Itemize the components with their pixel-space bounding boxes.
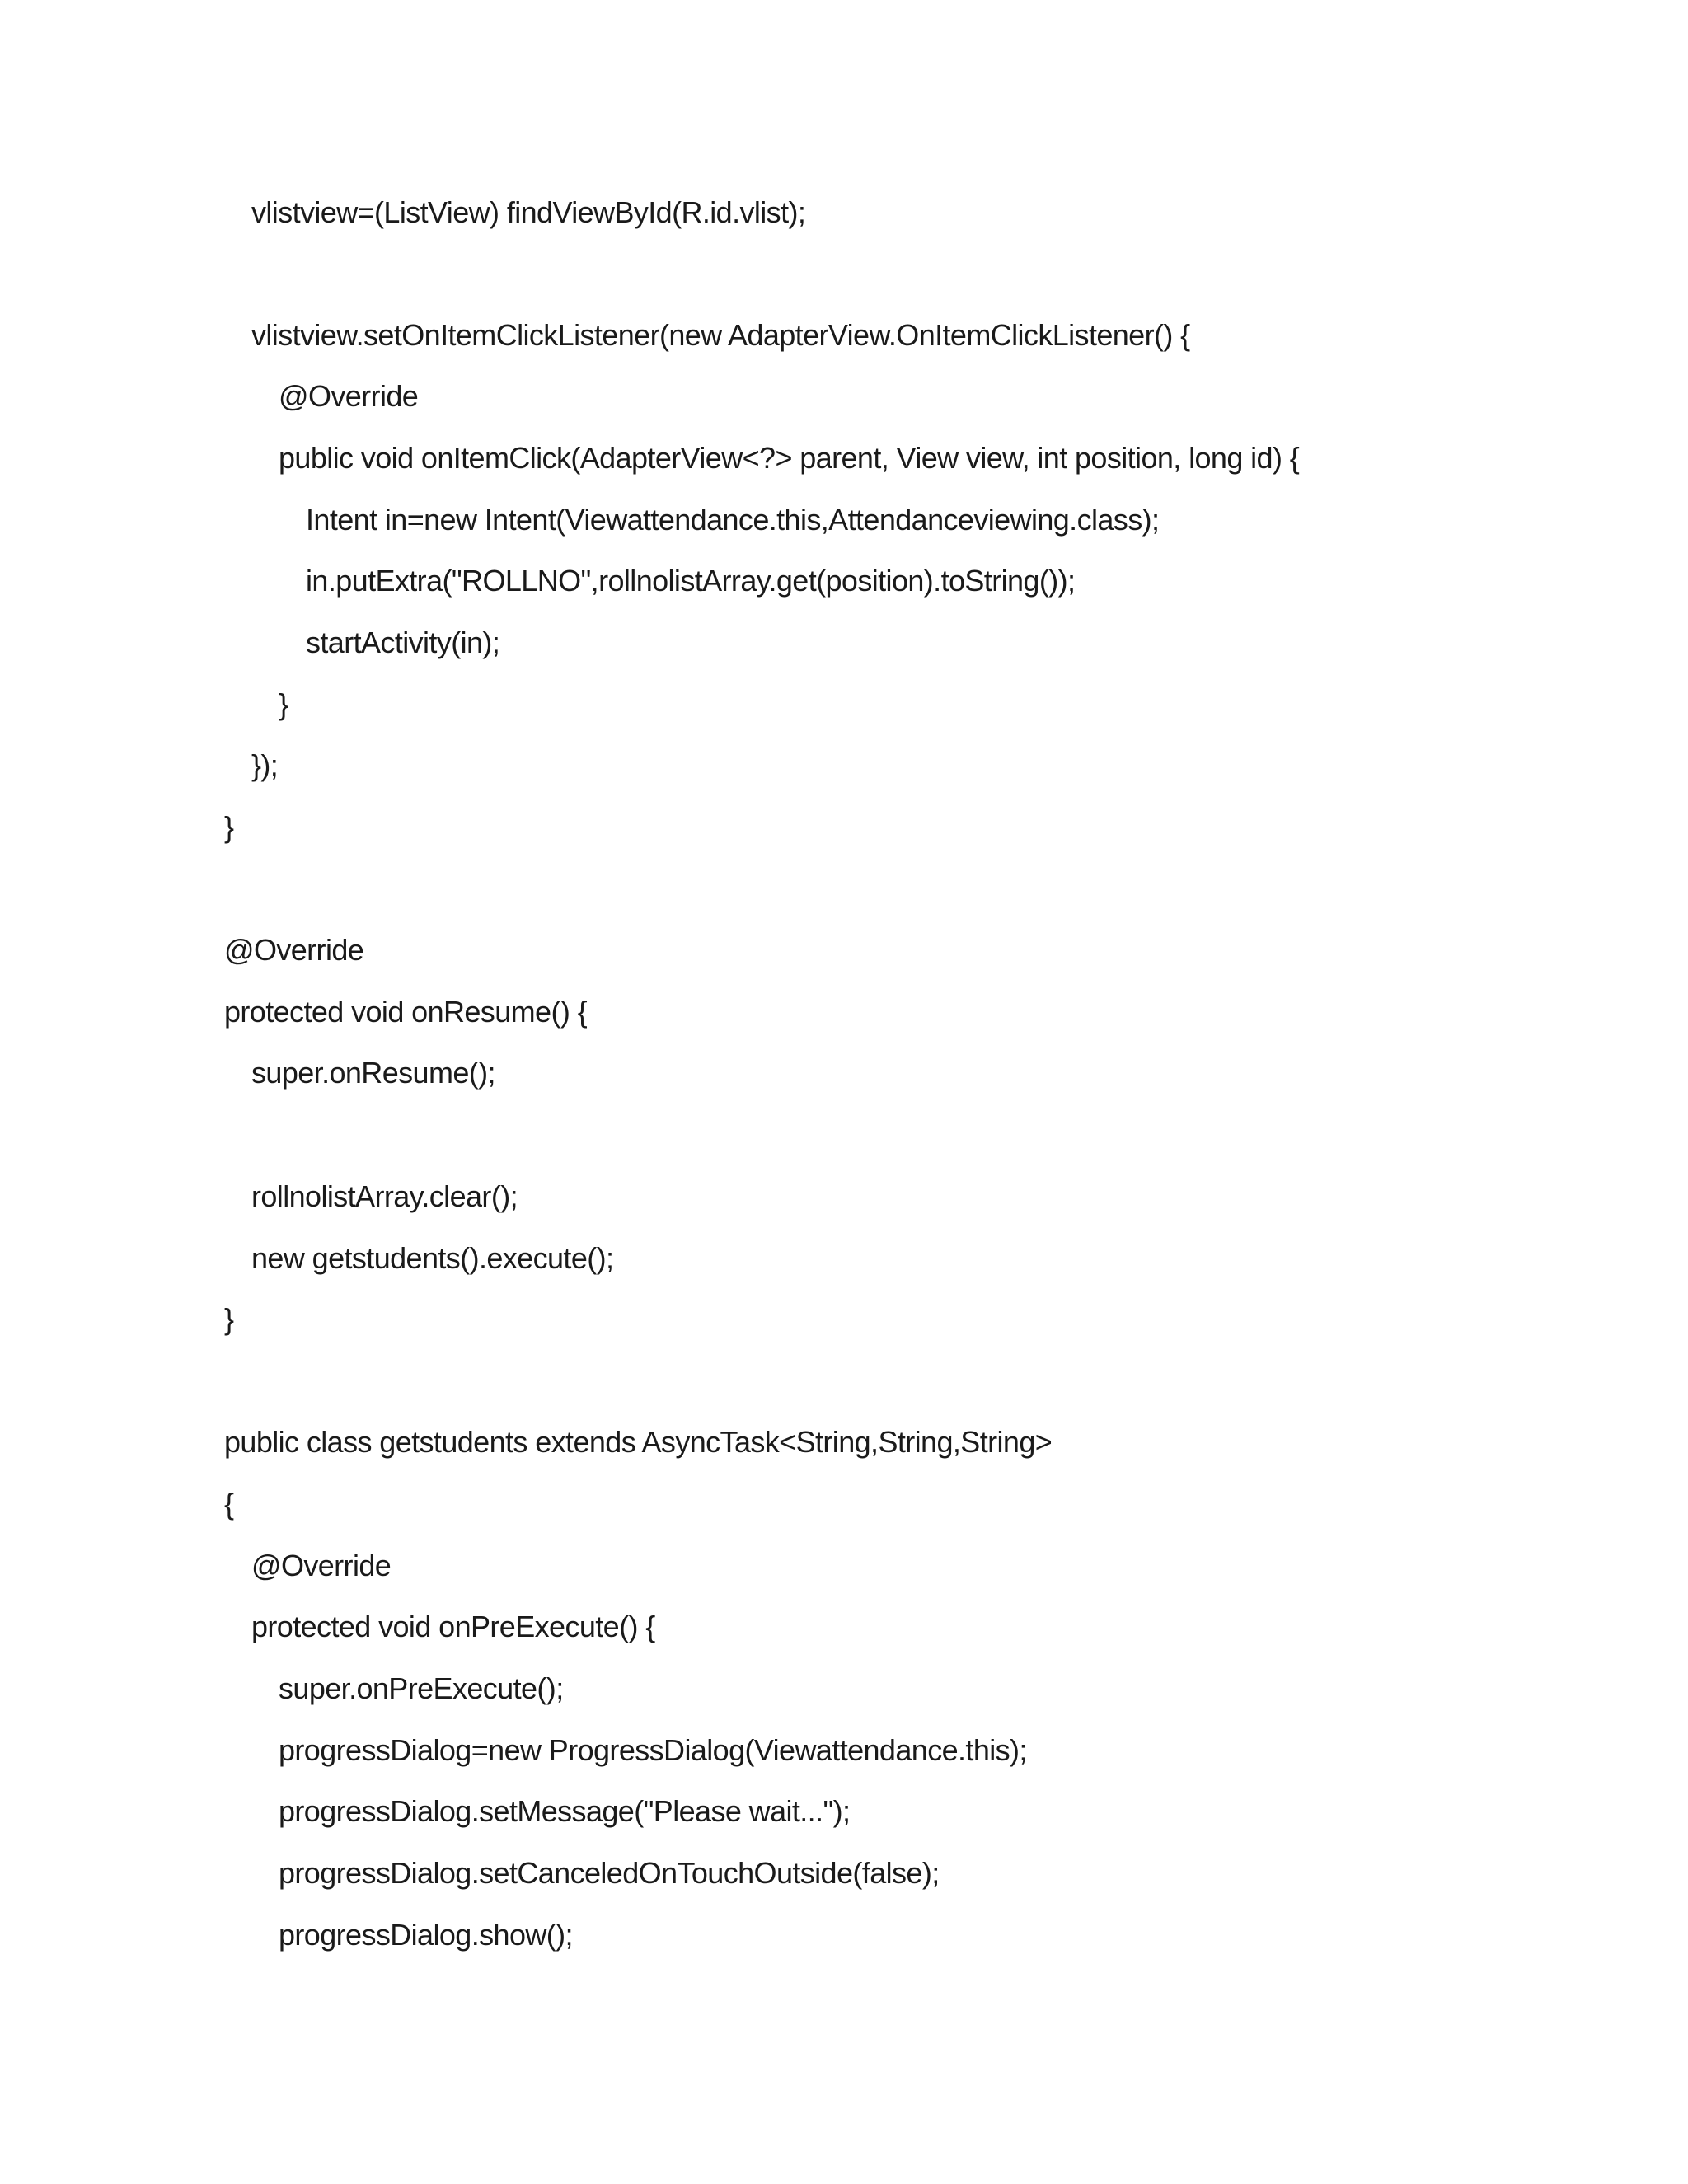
code-line: in.putExtra("ROLLNO",rollnolistArray.get(position).toString()); bbox=[306, 564, 1076, 598]
code-line: progressDialog=new ProgressDialog(Viewattendance.this); bbox=[279, 1733, 1027, 1767]
code-line: @Override bbox=[251, 1549, 392, 1582]
code-line: public class getstudents extends AsyncTask<String,String,String> bbox=[224, 1425, 1053, 1459]
code-line: protected void onResume() { bbox=[224, 995, 588, 1029]
code-line: protected void onPreExecute() { bbox=[251, 1610, 655, 1643]
code-line: rollnolistArray.clear(); bbox=[251, 1179, 518, 1213]
code-line: progressDialog.setCanceledOnTouchOutside(false); bbox=[279, 1856, 940, 1890]
code-line: new getstudents().execute(); bbox=[251, 1241, 614, 1275]
code-line: { bbox=[224, 1487, 234, 1521]
code-line: vlistview.setOnItemClickListener(new AdapterView.OnItemClickListener() { bbox=[251, 318, 1190, 352]
code-line: startActivity(in); bbox=[306, 626, 500, 659]
code-line: super.onPreExecute(); bbox=[279, 1671, 564, 1705]
code-line: super.onResume(); bbox=[251, 1056, 495, 1090]
code-line: @Override bbox=[224, 933, 364, 967]
code-line: @Override bbox=[279, 379, 419, 413]
code-line: public void onItemClick(AdapterView<?> parent, View view, int position, long id) { bbox=[279, 441, 1300, 475]
code-line: Intent in=new Intent(Viewattendance.this,Attendanceviewing.class); bbox=[306, 503, 1160, 537]
code-line: progressDialog.show(); bbox=[279, 1918, 573, 1952]
code-line: }); bbox=[251, 748, 279, 782]
code-line: } bbox=[224, 810, 234, 844]
code-line: progressDialog.setMessage("Please wait..."); bbox=[279, 1794, 851, 1828]
code-line: } bbox=[279, 687, 288, 721]
code-line: } bbox=[224, 1302, 234, 1336]
code-line: vlistview=(ListView) findViewById(R.id.vlist); bbox=[251, 195, 806, 229]
